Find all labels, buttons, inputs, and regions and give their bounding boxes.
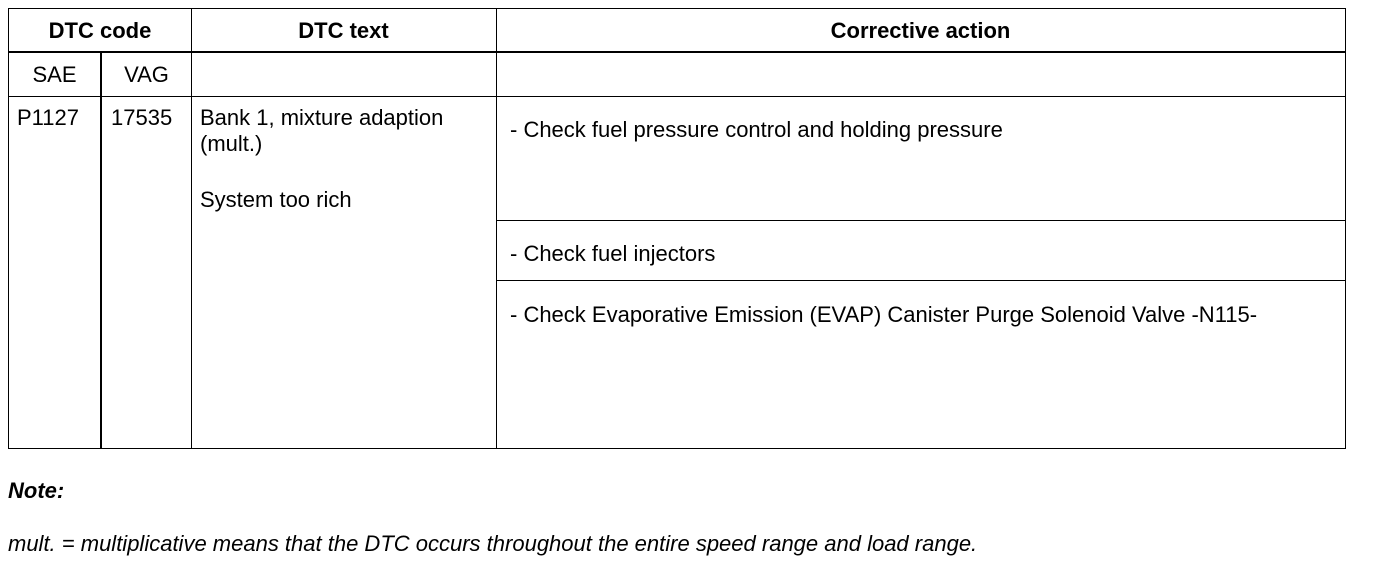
note-title: Note: — [8, 478, 65, 503]
header-corrective-action: Corrective action — [830, 18, 1011, 43]
cell-vag-code: 17535 — [111, 105, 173, 130]
divider-sae-vag — [100, 52, 102, 448]
divider-dtc-text-right — [496, 9, 497, 448]
dtc-table — [8, 8, 1346, 449]
action-item: - Check fuel injectors — [510, 241, 716, 266]
note-text: mult. = multiplicative means that the DTC occurs throughout the entire speed range and load range. — [8, 531, 978, 556]
subheader-sae: SAE — [32, 62, 77, 87]
header-dtc-code: DTC code — [48, 18, 152, 43]
action-item: - Check fuel pressure control and holding pressure — [510, 117, 1003, 142]
divider-header-bottom — [9, 51, 1345, 53]
subheader-vag: VAG — [124, 62, 169, 87]
action-item: - Check Evaporative Emission (EVAP) Canister Purge Solenoid Valve -N115- — [510, 302, 1258, 327]
divider-dtc-code-right — [191, 9, 192, 448]
header-dtc-text: DTC text — [298, 18, 389, 43]
divider-action-2 — [496, 280, 1345, 281]
divider-action-1 — [496, 220, 1345, 221]
divider-subheader-bottom — [9, 96, 1345, 97]
cell-dtc-text-line2: System too rich — [200, 187, 352, 212]
cell-dtc-text-line1: Bank 1, mixture adaption (mult.) — [200, 105, 444, 156]
cell-sae-code: P1127 — [17, 105, 79, 130]
